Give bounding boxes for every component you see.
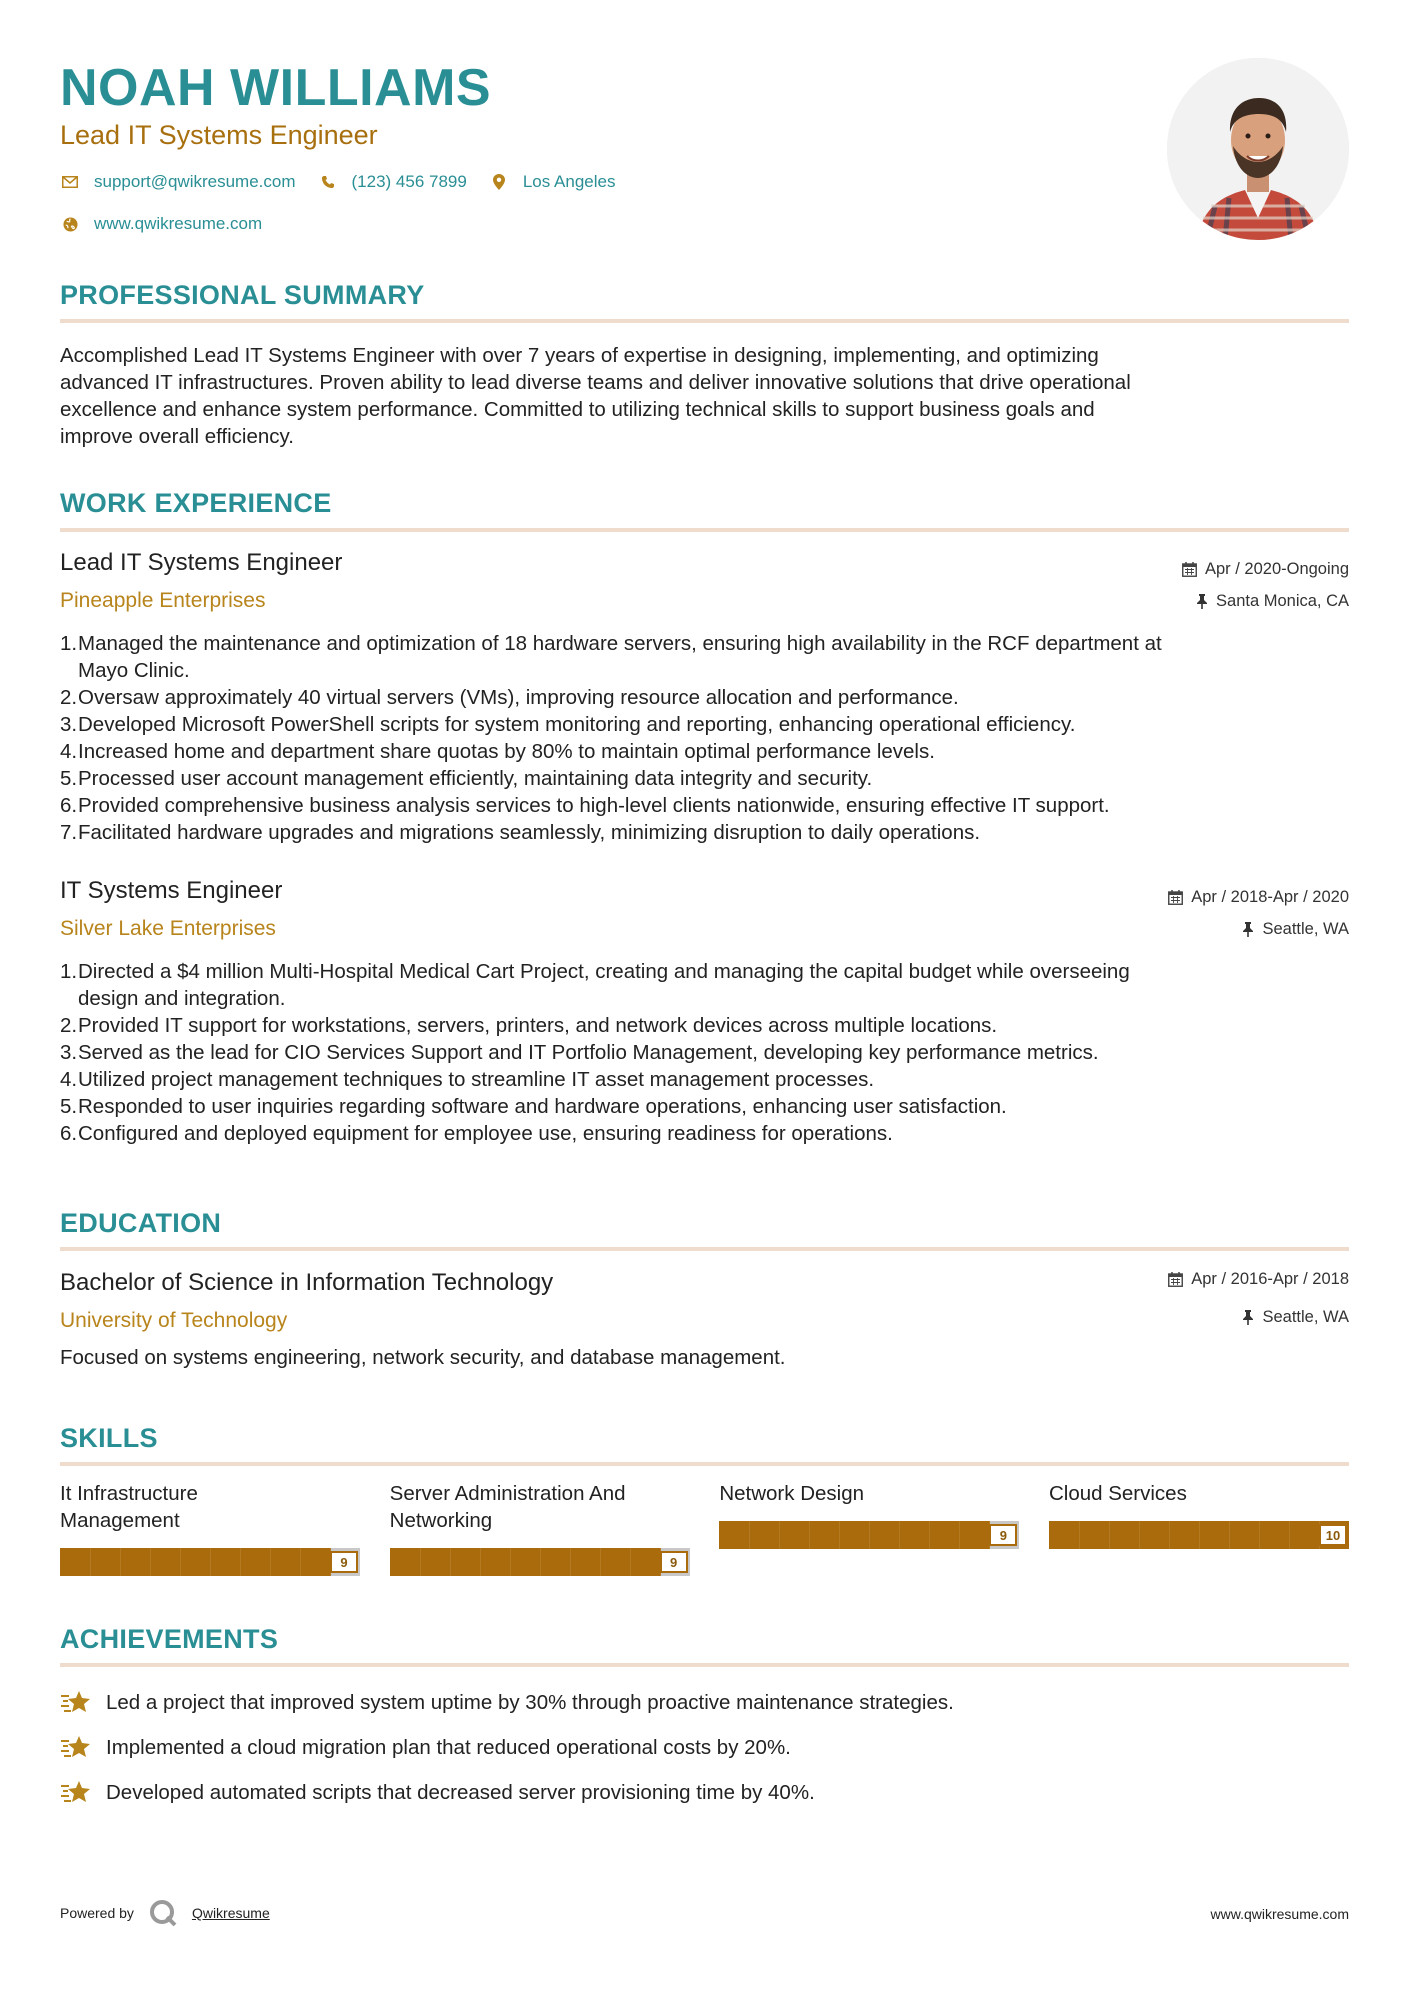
list-item: Facilitated hardware upgrades and migrations seamlessly, minimizing disruption to daily operations. xyxy=(78,821,981,844)
skill-bar-segment xyxy=(540,1548,541,1576)
skill-bar-segment xyxy=(1199,1521,1200,1549)
section-divider xyxy=(60,1663,1349,1667)
job-dates xyxy=(1182,560,1349,579)
skill-label: Network Design xyxy=(719,1482,865,1505)
contact-email[interactable] xyxy=(60,172,296,192)
summary-text xyxy=(60,342,1349,450)
skill-bar-segment xyxy=(270,1548,271,1576)
list-item: Configured and deployed equipment for employee use, ensuring readiness for operations. xyxy=(78,1122,893,1145)
skill-bar-segment xyxy=(1289,1521,1290,1549)
school-name: University of Technology xyxy=(60,1309,288,1332)
calendar-icon xyxy=(1182,562,1197,577)
job-location-text: Santa Monica, CA xyxy=(1216,592,1349,610)
contact-location xyxy=(489,172,616,192)
job-bullets xyxy=(60,958,1349,1147)
envelope-icon xyxy=(60,172,80,192)
skill-label: Server Administration And Networking xyxy=(389,1482,626,1532)
job-location-text: Seattle, WA xyxy=(1262,920,1349,938)
skill-bar-segment xyxy=(929,1521,930,1549)
contact-website[interactable] xyxy=(60,214,262,234)
list-item: Provided IT support for workstations, servers, printers, and network devices across multiple locations. xyxy=(78,1014,998,1037)
job-dates-text: Apr / 2020-Ongoing xyxy=(1204,560,1349,578)
footer-website[interactable]: www.qwikresume.com xyxy=(1210,1906,1349,1922)
skill-bar-segment xyxy=(600,1548,601,1576)
skill-bar-segment xyxy=(150,1548,151,1576)
section-divider xyxy=(60,319,1349,323)
qwikresume-logo-icon xyxy=(148,1898,178,1928)
skill-bar-segment xyxy=(120,1548,121,1576)
skill-label: Cloud Services xyxy=(1048,1482,1187,1505)
list-item: Oversaw approximately 40 virtual servers (VMs), improving resource allocation and performance. xyxy=(78,686,959,709)
skill-bar-segment xyxy=(210,1548,211,1576)
calendar-icon xyxy=(1168,1272,1183,1287)
achievement-text: Implemented a cloud migration plan that reduced operational costs by 20%. xyxy=(106,1735,791,1759)
skill-bar-segment xyxy=(899,1521,900,1549)
education-heading: EDUCATION xyxy=(60,1208,222,1238)
job-company: Silver Lake Enterprises xyxy=(60,917,276,940)
job-location xyxy=(1196,592,1349,611)
skill-bar-segment xyxy=(90,1548,91,1576)
achievement-text: Developed automated scripts that decreased server provisioning time by 40%. xyxy=(106,1780,815,1804)
skill-bar-fill xyxy=(60,1548,330,1576)
skill-bar-segment xyxy=(240,1548,241,1576)
contact-row-website xyxy=(60,214,284,234)
phone-icon xyxy=(318,172,338,192)
star-icon xyxy=(60,1688,92,1718)
skill-bar-segment xyxy=(1079,1521,1080,1549)
skill-label: It Infrastructure Management xyxy=(60,1482,198,1532)
skills-grid xyxy=(60,1480,1349,1590)
job-dates-text: Apr / 2018-Apr / 2020 xyxy=(1191,888,1349,906)
skill-bar-segment xyxy=(300,1548,301,1576)
list-item: Managed the maintenance and optimization of 18 hardware servers, ensuring high availability in the RCF department at Mayo Clinic. xyxy=(78,632,1162,682)
job-title: IT Systems Engineer xyxy=(60,877,283,904)
skill-bar-segment xyxy=(570,1548,571,1576)
achievement-text: Led a project that improved system uptime by 30% through proactive maintenance strategies. xyxy=(106,1690,954,1714)
education-description: Focused on systems engineering, network security, and database management. xyxy=(60,1346,786,1369)
skill-bar-segment xyxy=(480,1548,481,1576)
skill-bar-segment xyxy=(450,1548,451,1576)
summary-line: excellence and enhance system performance. Committed to utilizing technical skills to support business goals and xyxy=(60,398,1095,421)
experience-heading: WORK EXPERIENCE xyxy=(60,488,332,518)
list-item: Utilized project management techniques to streamline IT asset management processes. xyxy=(78,1068,875,1091)
pin-icon xyxy=(1242,1310,1254,1325)
skill-bar-segment xyxy=(1169,1521,1170,1549)
candidate-name: NOAH WILLIAMS xyxy=(60,59,492,117)
degree-title: Bachelor of Science in Information Technology xyxy=(60,1269,554,1296)
skill-bar-fill xyxy=(390,1548,660,1576)
list-item xyxy=(60,1770,954,1815)
section-divider xyxy=(60,1462,1349,1466)
skills-heading: SKILLS xyxy=(60,1423,158,1453)
skill-bar xyxy=(390,1548,690,1576)
skill-bar-segment xyxy=(420,1548,421,1576)
skill-bar-segment xyxy=(959,1521,960,1549)
website-text: www.qwikresume.com xyxy=(94,214,263,233)
list-item: Served as the lead for CIO Services Support and IT Portfolio Management, developing key performance metrics. xyxy=(78,1041,1099,1064)
skill-score: 9 xyxy=(660,1551,688,1573)
skill-bar-segment xyxy=(749,1521,750,1549)
globe-icon xyxy=(60,214,80,234)
map-pin-icon xyxy=(489,172,509,192)
skill-bar-segment xyxy=(1229,1521,1230,1549)
star-icon xyxy=(60,1778,92,1808)
list-item: Increased home and department share quotas by 80% to maintain optimal performance levels. xyxy=(78,740,935,763)
skill-bar-segment xyxy=(779,1521,780,1549)
list-item: Developed Microsoft PowerShell scripts for system monitoring and reporting, enhancing operational efficiency. xyxy=(78,713,1076,736)
achievements-list xyxy=(60,1680,954,1815)
achievements-heading: ACHIEVEMENTS xyxy=(60,1624,279,1654)
skill-item xyxy=(719,1480,1019,1590)
star-icon xyxy=(60,1733,92,1763)
skill-bar xyxy=(60,1548,360,1576)
pin-icon xyxy=(1242,922,1254,937)
skill-bar-segment xyxy=(1259,1521,1260,1549)
powered-by-label: Powered by xyxy=(60,1905,134,1921)
contact-phone[interactable] xyxy=(318,172,467,192)
skill-bar-segment xyxy=(630,1548,631,1576)
location-text: Los Angeles xyxy=(522,172,616,191)
skill-bar xyxy=(1049,1521,1349,1549)
summary-line: improve overall efficiency. xyxy=(60,425,294,448)
skill-item xyxy=(60,1480,360,1590)
skill-score: 9 xyxy=(330,1551,358,1573)
skill-item xyxy=(1049,1480,1349,1590)
education-location-text: Seattle, WA xyxy=(1262,1308,1349,1326)
email-text: support@qwikresume.com xyxy=(94,172,296,191)
job-location xyxy=(1242,920,1349,939)
skill-bar xyxy=(719,1521,1019,1549)
list-item xyxy=(60,1680,954,1725)
list-item: Directed a $4 million Multi-Hospital Medical Cart Project, creating and managing the capital budget while overseeing design and integration. xyxy=(78,960,1130,1010)
phone-text: (123) 456 7899 xyxy=(351,172,467,191)
list-item: Provided comprehensive business analysis services to high-level clients nationwide, ensuring effective IT support. xyxy=(78,794,1110,817)
list-item: Processed user account management efficiently, maintaining data integrity and security. xyxy=(78,767,873,790)
footer-powered-by xyxy=(60,1898,270,1928)
job-company: Pineapple Enterprises xyxy=(60,589,266,612)
summary-line: Accomplished Lead IT Systems Engineer with over 7 years of expertise in designing, implementing, and optimizing xyxy=(60,344,1099,367)
skill-bar-segment xyxy=(510,1548,511,1576)
job-title: Lead IT Systems Engineer xyxy=(60,549,343,576)
job-dates xyxy=(1168,888,1349,907)
candidate-role: Lead IT Systems Engineer xyxy=(60,120,378,150)
skill-bar-segment xyxy=(180,1548,181,1576)
person-photo-icon xyxy=(1167,58,1349,240)
skill-bar-segment xyxy=(1109,1521,1110,1549)
education-dates-text: Apr / 2016-Apr / 2018 xyxy=(1191,1270,1349,1288)
skill-bar-segment xyxy=(869,1521,870,1549)
summary-line: advanced IT infrastructures. Proven ability to lead diverse teams and deliver innovative solutions that drive operational xyxy=(60,371,1131,394)
summary-heading: PROFESSIONAL SUMMARY xyxy=(60,280,425,310)
skill-score: 9 xyxy=(989,1524,1017,1546)
section-divider xyxy=(60,1247,1349,1251)
skill-item xyxy=(390,1480,690,1590)
education-dates xyxy=(1168,1270,1349,1289)
section-divider xyxy=(60,528,1349,532)
skill-bar-segment xyxy=(1139,1521,1140,1549)
skill-bar-segment xyxy=(839,1521,840,1549)
avatar xyxy=(1167,58,1349,240)
job-bullets xyxy=(60,630,1349,846)
contact-row xyxy=(60,172,637,192)
list-item: Responded to user inquiries regarding software and hardware operations, enhancing user satisfaction. xyxy=(78,1095,1007,1118)
skill-bar-segment xyxy=(809,1521,810,1549)
qwikresume-link[interactable]: Qwikresume xyxy=(191,1905,270,1921)
calendar-icon xyxy=(1168,890,1183,905)
skill-bar-fill xyxy=(719,1521,989,1549)
education-location xyxy=(1242,1308,1349,1327)
pin-icon xyxy=(1196,594,1208,609)
skill-score: 10 xyxy=(1319,1524,1347,1546)
list-item xyxy=(60,1725,954,1770)
